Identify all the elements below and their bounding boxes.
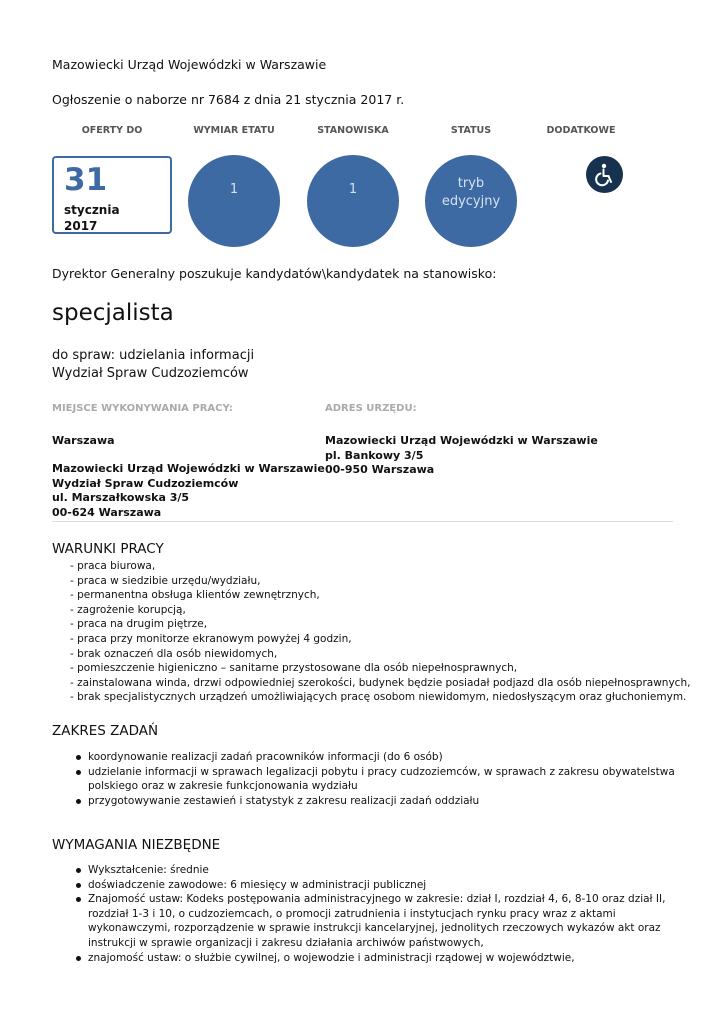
office-address xyxy=(325,434,598,478)
office-name: Mazowiecki Urząd Wojewódzki w Warszawie xyxy=(52,57,327,72)
list-item: - brak specjalistycznych urządzeń umożliwiających pracę osobom niewidomym, niedosłyszącym oraz głuchoniemym. xyxy=(70,691,687,704)
status-header: STATUS xyxy=(450,125,492,136)
workplace-address xyxy=(52,462,325,520)
status-value: tryb edycyjny xyxy=(441,176,501,209)
section-divider xyxy=(52,521,673,522)
list-item: - brak oznaczeń dla osób niewidomych, xyxy=(70,647,278,660)
list-item: - pomieszczenie higieniczno – sanitarne przystosowane dla osób niepełnosprawnych, xyxy=(70,662,518,675)
address-line: 00-950 Warszawa xyxy=(325,463,435,476)
list-item: przygotowywanie zestawień i statystyk z zakresu realizacji zadań oddziału xyxy=(88,794,678,809)
deadline-year: 2017 xyxy=(64,219,98,233)
deadline-box xyxy=(52,156,172,234)
list-item: koordynowanie realizacji zadań pracowników informacji (do 6 osób) xyxy=(88,750,678,765)
list-item: - permanentna obsługa klientów zewnętrznych, xyxy=(70,589,320,602)
workload-circle xyxy=(188,155,280,247)
list-item: - praca na drugim piętrze, xyxy=(70,618,208,631)
list-item: - praca przy monitorze ekranowym powyżej 4 godzin, xyxy=(70,632,352,645)
address-line: Mazowiecki Urząd Wojewódzki w Warszawie xyxy=(325,434,598,447)
wheelchair-icon xyxy=(586,156,623,193)
duties-heading: ZAKRES ZADAŃ xyxy=(52,723,159,739)
list-item: - zainstalowana winda, drzwi odpowiedniej szerokości, budynek będzie posiadał podjazd dla osób niepełnosprawnych, xyxy=(70,676,691,689)
positions-header: STANOWISKA xyxy=(317,125,389,136)
list-item: Wykształcenie: średnie xyxy=(88,863,678,878)
list-item: Znajomość ustaw: Kodeks postępowania administracyjnego w zakresie: dział I, rozdział 4, 6, 8-10 oraz dział II, rozdział 1-3 i 10, o cudzoziemcach, o promocji zatrudnienia i instytucjach rynku pracy wraz z aktami wykonawczymi, rozporządzenie w sprawie instrukcji kancelaryjnej, jednolitych rzeczowych wykazów akt oraz instrukcji w sprawie organizacji i zakresu działania archiwów państwowych, xyxy=(88,892,678,950)
workload-header: WYMIAR ETATU xyxy=(193,125,275,136)
positions-value: 1 xyxy=(348,182,358,197)
workload-value: 1 xyxy=(229,182,239,197)
workplace-city: Warszawa xyxy=(52,434,115,447)
requirements-list xyxy=(88,863,678,965)
address-line: pl. Bankowy 3/5 xyxy=(325,448,424,462)
announcement-title: Ogłoszenie o naborze nr 7684 z dnia 21 stycznia 2017 r. xyxy=(52,92,405,107)
office-address-label: ADRES URZĘDU: xyxy=(325,403,417,414)
duties-list xyxy=(88,750,678,808)
requirements-heading: WYMAGANIA NIEZBĘDNE xyxy=(52,837,221,853)
department-name: Wydział Spraw Cudzoziemców xyxy=(52,366,249,381)
conditions-heading: WARUNKI PRACY xyxy=(52,541,164,557)
deadline-month: stycznia xyxy=(64,203,120,217)
intro-text: Dyrektor Generalny poszukuje kandydatów\kandydatek na stanowisko: xyxy=(52,266,497,281)
address-line: 00-624 Warszawa xyxy=(52,505,162,519)
workplace-label: MIEJSCE WYKONYWANIA PRACY: xyxy=(52,403,233,414)
positions-circle xyxy=(307,155,399,247)
offers-until-header: OFERTY DO xyxy=(81,125,143,136)
list-item: doświadczenie zawodowe: 6 miesięcy w administracji publicznej xyxy=(88,878,678,893)
position-title: specjalista xyxy=(52,300,174,326)
address-line: Wydział Spraw Cudzoziemców xyxy=(52,476,239,490)
address-line: Mazowiecki Urząd Wojewódzki w Warszawie xyxy=(52,462,325,475)
position-subtitle: do spraw: udzielania informacji xyxy=(52,348,255,363)
list-item: - zagrożenie korupcją, xyxy=(70,603,186,616)
list-item: - praca biurowa, xyxy=(70,560,156,572)
list-item: znajomość ustaw: o służbie cywilnej, o wojewodzie i administracji rządowej w województwie, xyxy=(88,951,678,966)
deadline-day: 31 xyxy=(64,162,108,198)
extra-header: DODATKOWE xyxy=(546,125,616,136)
conditions-list xyxy=(70,559,690,705)
list-item: - praca w siedzibie urzędu/wydziału, xyxy=(70,574,261,587)
list-item: udzielanie informacji w sprawach legalizacji pobytu i pracy cudzoziemców, w sprawach z zakresu obywatelstwa polskiego oraz w zakresie funkcjonowania wydziału xyxy=(88,765,678,794)
address-line: ul. Marszałkowska 3/5 xyxy=(52,491,190,504)
status-circle xyxy=(425,155,517,247)
